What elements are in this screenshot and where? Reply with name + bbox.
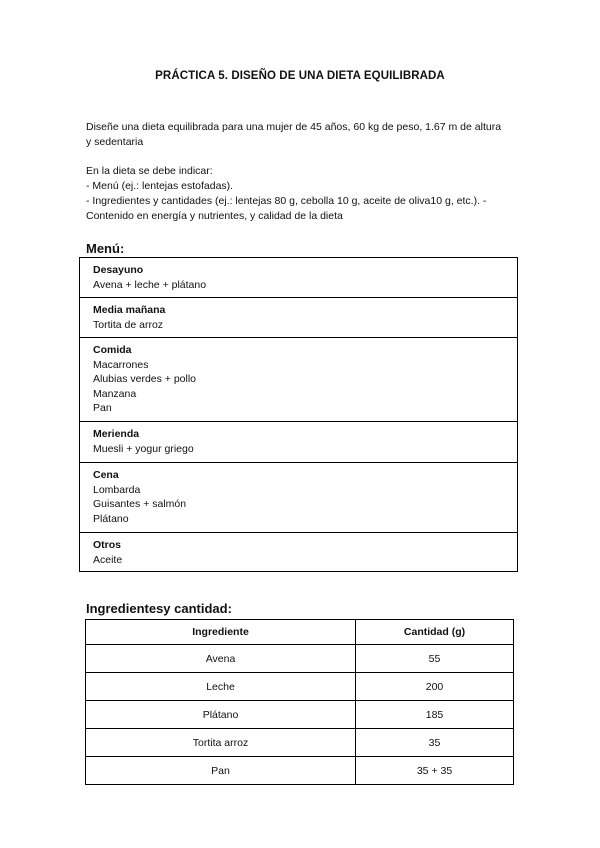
meal-snack xyxy=(80,422,517,463)
ingredient-cell: Tortita arroz xyxy=(86,729,356,757)
meal-name: Comida xyxy=(93,344,132,356)
page-title: PRÁCTICA 5. DISEÑO DE UNA DIETA EQUILIBRADA xyxy=(155,70,445,82)
ingredient-cell: Avena xyxy=(86,645,356,673)
quantity-cell: 35 + 35 xyxy=(356,757,514,785)
meal-item: Muesli + yogur griego xyxy=(93,442,194,455)
column-header-ingredient: Ingrediente xyxy=(86,620,356,645)
meal-item: Guisantes + salmón xyxy=(93,498,187,510)
meal-item: Plátano xyxy=(93,512,129,525)
meal-item: Alubias verdes + pollo xyxy=(93,373,197,385)
meal-item: Lombarda xyxy=(93,483,141,496)
table-row xyxy=(86,645,514,673)
meal-item: Aceite xyxy=(93,553,123,566)
meal-item: Manzana xyxy=(93,387,137,400)
meal-item: Macarrones xyxy=(93,358,149,371)
meal-item: Avena + leche + plátano xyxy=(93,278,207,291)
table-row xyxy=(86,757,514,785)
meal-name: Cena xyxy=(93,469,119,481)
requirement-line: Contenido en energía y nutrientes, y calidad de la dieta xyxy=(86,210,343,222)
table-header-row xyxy=(86,620,514,645)
meal-others xyxy=(80,533,517,571)
quantity-cell: 55 xyxy=(356,645,514,673)
meal-name: Desayuno xyxy=(93,264,144,276)
meal-name: Otros xyxy=(93,539,122,551)
table-row xyxy=(86,729,514,757)
meal-name: Media mañana xyxy=(93,304,166,316)
menu-heading: Menú: xyxy=(86,241,125,256)
menu-box xyxy=(79,257,518,572)
requirements-heading: En la dieta se debe indicar: xyxy=(86,165,213,177)
requirement-line: - Menú (ej.: lentejas estofadas). xyxy=(86,180,234,192)
requirements-block xyxy=(86,164,526,224)
ingredients-table xyxy=(85,619,514,785)
meal-item: Tortita de arroz xyxy=(93,318,164,331)
meal-breakfast xyxy=(80,258,517,298)
table-row xyxy=(86,701,514,729)
quantity-cell: 185 xyxy=(356,701,514,729)
quantity-cell: 200 xyxy=(356,673,514,701)
meal-item: Pan xyxy=(93,402,112,414)
ingredients-heading: Ingredientesy cantidad: xyxy=(86,601,232,616)
meal-lunch xyxy=(80,338,517,422)
meal-mid-morning xyxy=(80,298,517,338)
intro-paragraph: Diseñe una dieta equilibrada para una mujer de 45 años, 60 kg de peso, 1.67 m de altura y sedentaria xyxy=(86,121,502,148)
meal-dinner xyxy=(80,463,517,533)
requirement-line: - Ingredientes y cantidades (ej.: lentejas 80 g, cebolla 10 g, aceite de oliva10 g, etc.). - xyxy=(86,195,487,207)
column-header-quantity: Cantidad (g) xyxy=(356,620,514,645)
ingredient-cell: Pan xyxy=(86,757,356,785)
ingredient-cell: Leche xyxy=(86,673,356,701)
ingredient-cell: Plátano xyxy=(86,701,356,729)
table-row xyxy=(86,673,514,701)
quantity-cell: 35 xyxy=(356,729,514,757)
meal-name: Merienda xyxy=(93,428,140,440)
